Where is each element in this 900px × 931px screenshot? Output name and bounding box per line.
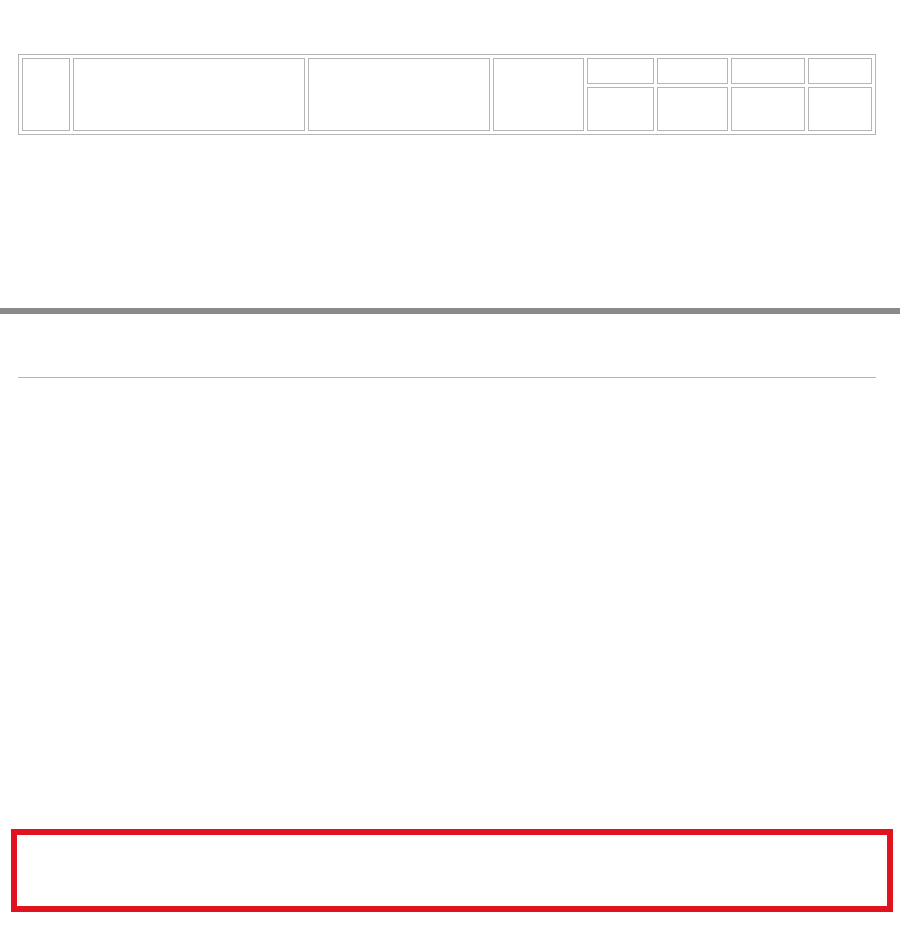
results-table-continued (18, 377, 876, 378)
col-total-header (587, 58, 654, 84)
col-name-header (73, 58, 305, 131)
col-rank-header (22, 58, 70, 131)
page-break-divider (0, 308, 900, 314)
col-rw-cen-header (657, 87, 728, 131)
col-town-header (308, 58, 490, 131)
col-central-header (657, 58, 728, 84)
results-table-top (18, 54, 876, 135)
col-rw-inst-header (808, 87, 872, 131)
results-table-bottom-section (0, 377, 900, 931)
col-deduct-header (587, 87, 654, 131)
col-rw-tce-header (731, 87, 806, 131)
results-table-top-section (0, 54, 900, 232)
col-choice-header (731, 58, 806, 84)
col-instant-header (808, 58, 872, 84)
col-mbrshp-header (493, 58, 584, 131)
